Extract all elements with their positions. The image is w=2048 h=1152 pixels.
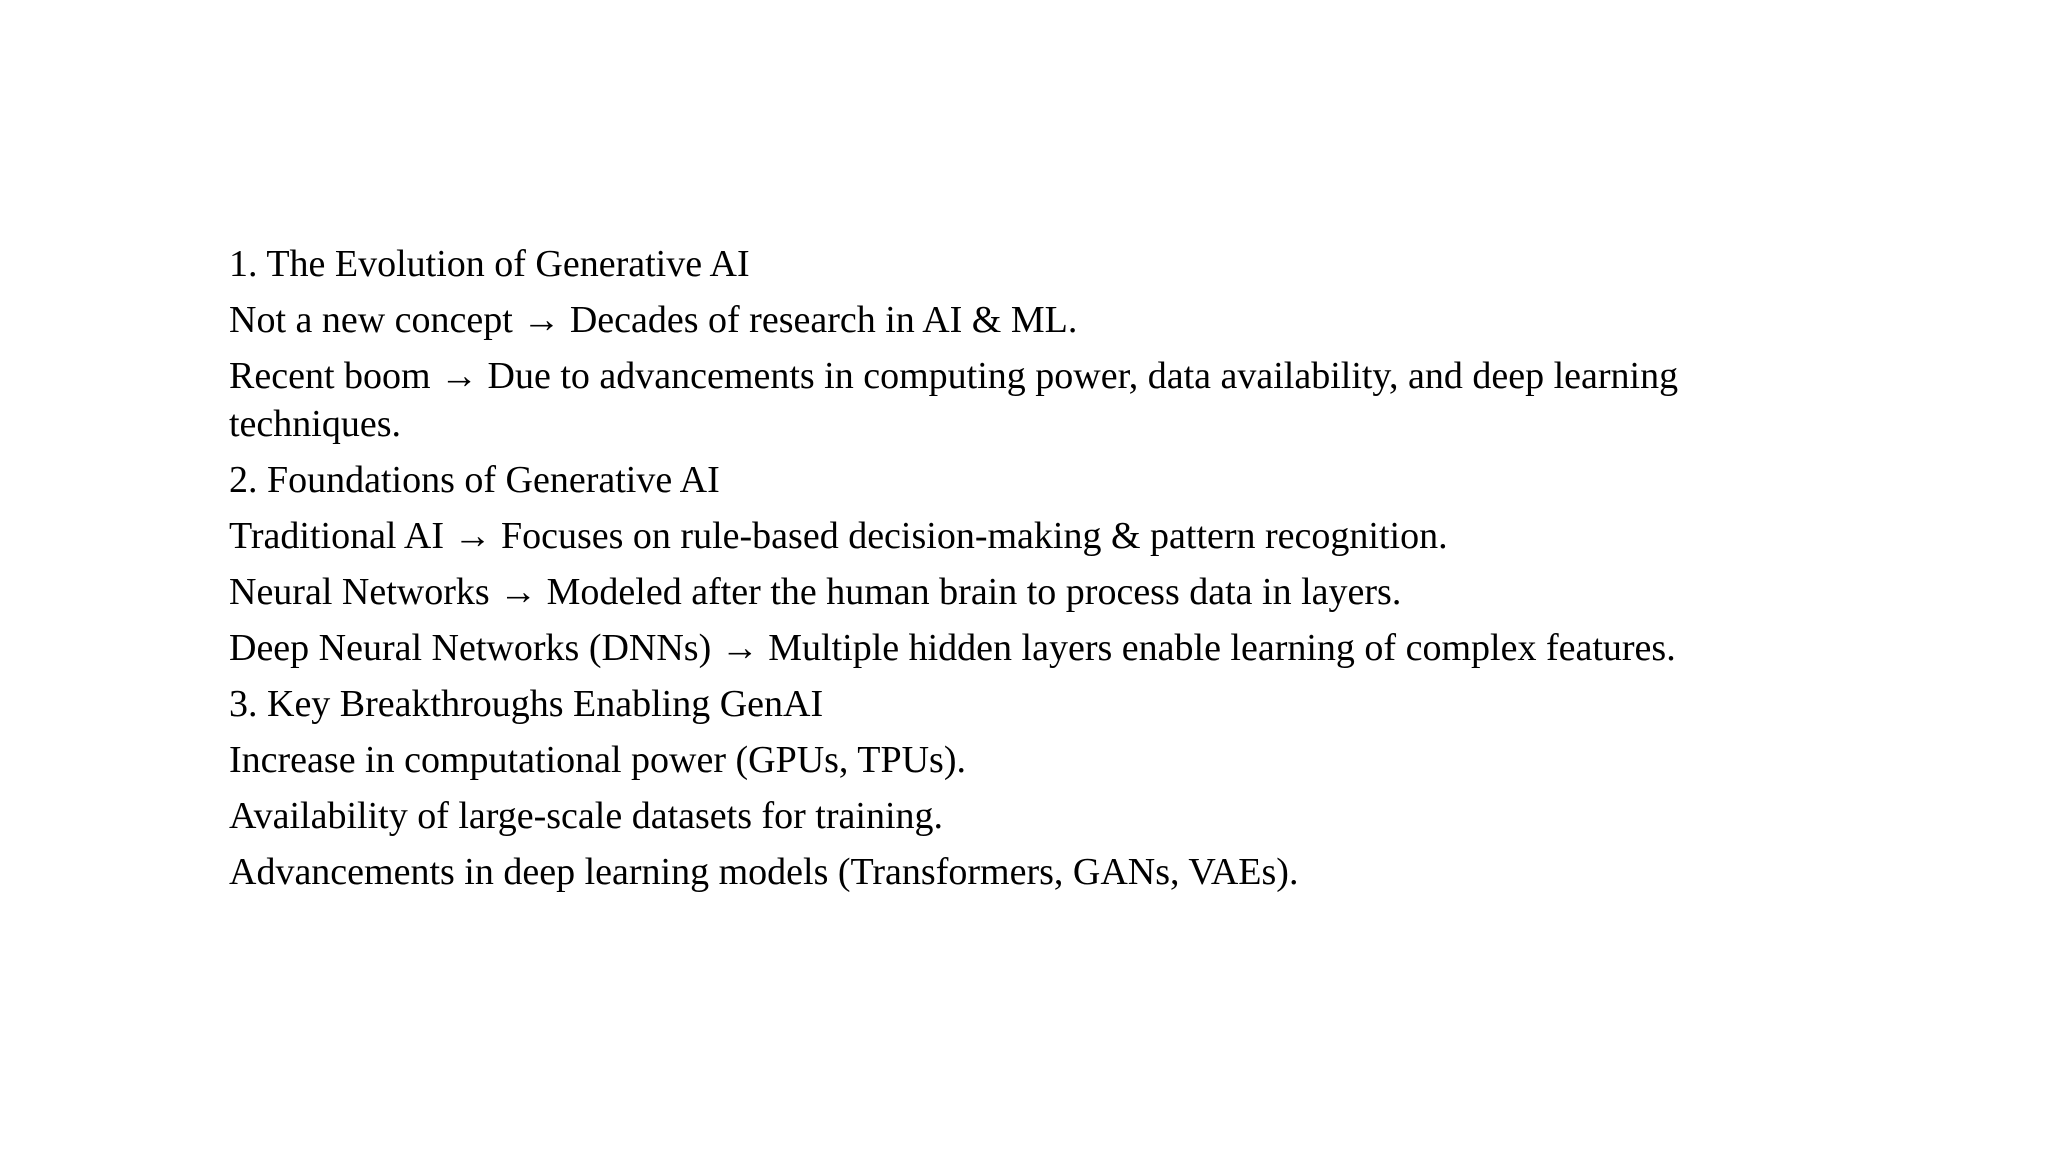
slide-text-block	[229, 240, 1809, 904]
bullet-traditional-ai: Traditional AI → Focuses on rule-based decision-making & pattern recognition.	[229, 515, 1448, 557]
bullet-large-scale-datasets: Availability of large-scale datasets for training.	[229, 795, 944, 837]
bullet-not-a-new-concept: Not a new concept → Decades of research in AI & ML.	[229, 299, 1078, 341]
bullet-deep-neural-networks: Deep Neural Networks (DNNs) → Multiple hidden layers enable learning of complex features.	[229, 627, 1676, 669]
section-heading-evolution: 1. The Evolution of Generative AI	[229, 243, 750, 285]
bullet-deep-learning-models: Advancements in deep learning models (Transformers, GANs, VAEs).	[229, 851, 1299, 893]
bullet-neural-networks: Neural Networks → Modeled after the human brain to process data in layers.	[229, 571, 1402, 613]
section-heading-foundations: 2. Foundations of Generative AI	[229, 459, 720, 501]
bullet-recent-boom: Recent boom → Due to advancements in computing power, data availability, and deep learning techniques.	[229, 355, 1679, 445]
section-heading-breakthroughs: 3. Key Breakthroughs Enabling GenAI	[229, 683, 824, 725]
bullet-computational-power: Increase in computational power (GPUs, TPUs).	[229, 739, 966, 781]
